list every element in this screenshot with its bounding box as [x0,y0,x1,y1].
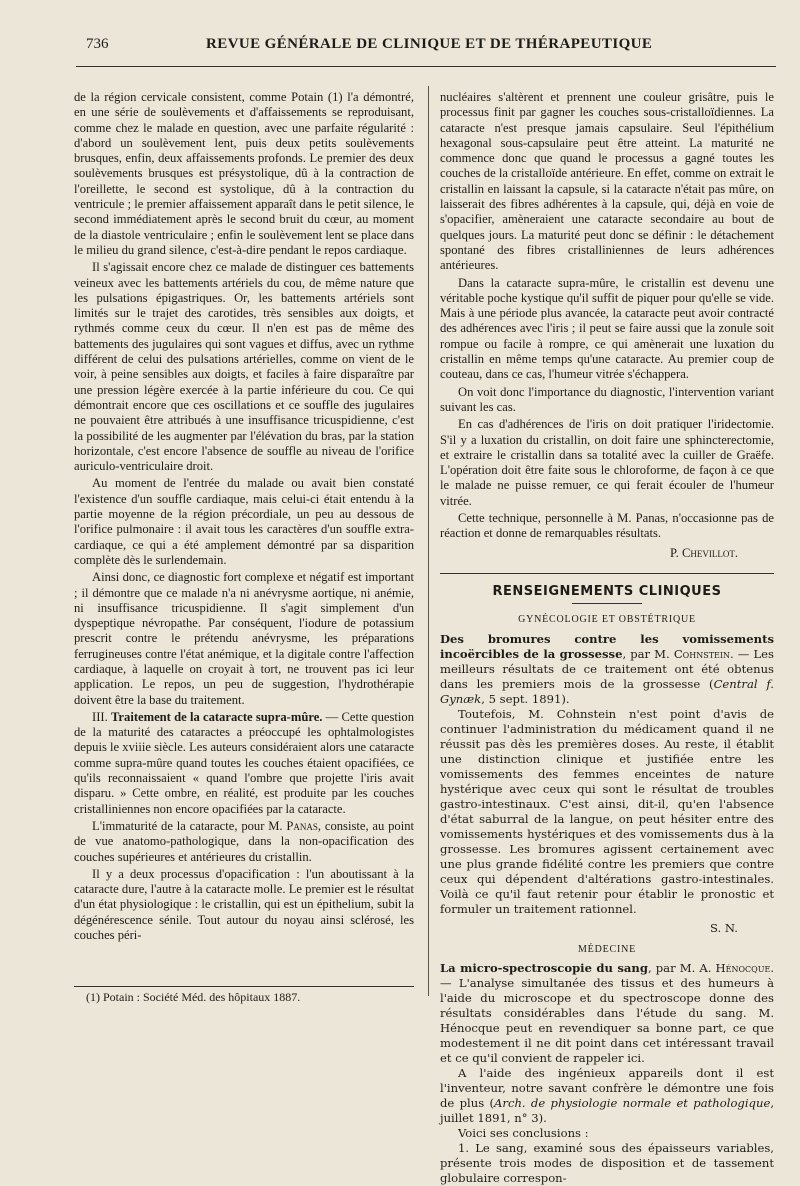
left-paragraph-1: de la région cervicale consistent, comme Potain (1) l'a démontré, en une série de soulèvements et d'affaissements se reproduisant, comme chez le malade en question, avec une parfaite régularité : d'abord un soulèvement lent, puis deux petits soulèvements brusques, enfin, deux affaissements profonds. Le premier des deux soulèvements brusques est présystolique, dû à la contraction de l'oreillette, le second est systolique, dû à la contraction du ventricule ; le premier affaissement apparaît dans le petit silence, le second immédiatement après le second bruit du cœur, au moment de la diastole ventriculaire ; enfin le soulèvement lent se place dans le milieu du grand silence, c'est-à-dire pendant le repos cardiaque. [74,90,414,257]
left-paragraph-7: Il y a deux processus d'opacification : l'un aboutissant à la cataracte dure, l'autre à la cataracte molle. Le premier est le résultat d'un état physiologique : le cristallin, qui est un épithelium, subit la dégénérescence sénile. Tout autour du noyau ainsi sclérosé, les couches péri- [74,866,414,943]
article-spectroscopie-p2: A l'aide des ingénieux appareils dont il est l'inventeur, notre savant confrère le démontre une fois de plus (Arch. de physiologie normale et pathologique, juillet 1891, n° 3). [440,1065,774,1125]
article-spectroscopie-lead: La micro-spectroscopie du sang, par M. A. Hénocque. — L'analyse simultanée des tissus et des humeurs à l'aide du microscope et du spectroscope donne des résultats considérables dans l'étude du sang. M. Hénocque peut en revendiquer sa bonne part, ce que modestement il ne dit point dans cet intéressant travail et ce qu'il convient de rappeler ici. [440,960,774,1065]
footnote: (1) Potain : Société Méd. des hôpitaux 1887. [86,990,301,1004]
section-title: RENSEIGNEMENTS CLINIQUES [492,583,722,599]
right-column [440,90,774,1186]
article-spectroscopie-p3: Voici ses conclusions : [458,1125,589,1140]
column-divider [428,86,429,996]
signature: P. Chevillot. [670,545,738,560]
left-paragraph-4: Ainsi donc, ce diagnostic fort complexe et négatif est important ; il démontre que ce malade n'a ni anévrysme aortique, ni anémie, ni insuffisance tricuspidienne. Il s'agit simplement d'un dyspeptique névropathe. Par conséquent, l'iodure de potassium prescrit contre le prétendu anévrysme, les préparations ferrugineuses contre l'état anémique, et la digitale contre l'affection cardiaque, à laquelle on croyait à tort, ne trouvent pas ici leur application. Le repos, un peu de suggestion, l'hydrothérapie doivent être la base du traitement. [74,570,414,707]
article-bromures-signature: S. N. [710,920,738,935]
page-header [86,36,776,60]
article-spectroscopie [440,961,774,1186]
article-bromures [440,632,774,936]
article-title-cataracte: Traitement de la cataracte supra-mûre. [110,709,323,724]
article-bromures-body: Toutefois, M. Cohnstein n'est point d'avis de continuer l'administration du médicament quand il ne réussit pas dès les premières doses. Au reste, il établit une distinction clinique et justifiée entre les vomissements des femmes enceintes de nature hystérique avec ceux qui sont le résultat de troubles gastro-intestinaux. C'est ainsi, dit-il, qu'en l'absence d'état saburral de la langue, on peut hésiter entre des vomissements hystériques et des vomissements dus à la grossesse. Les bromures agissent certainement avec une plus grande fidélité contre les premiers que contre ceux qui dépendent d'altérations gastro-intestinales. Voilà ce qu'il faut retenir pour établir le pronostic et formuler un traitement rationnel. [440,706,774,916]
left-paragraph-2: Il s'agissait encore chez ce malade de distinguer ces battements veineux avec les battements artériels du cou, de même nature que les pulsations épigastriques. Or, les battements artériels sont limités sur le trajet des carotides, très sensibles aux doigts, et rythmés comme ceux du cœur. Il n'en est pas de même des battements des jugulaires qui sont vagues et diffus, avec un rythme différent de celui des pulsations artérielles, comme on vient de le voir, à peine sensibles aux doigts, et faciles à faire disparaître par une pression légère exercée à la partie inférieure du cou. Ce qui démontrait encore que ces oscillations et ce souffle des jugulaires ne pouvaient être attribués à une insuffisance tricuspidienne, c'est la possibilité de les augmenter par l'élévation du bras, par la station horizontale, c'est encore l'absence de souffle au niveau de l'orifice auriculo-ventriculaire droit. [74,260,414,474]
subheading-medecine: MÉDECINE [577,943,637,955]
right-paragraph-1: nucléaires s'altèrent et prennent une couleur grisâtre, puis le processus finit par gagner les couches sous-cristalloïdiennes. La cataracte n'est presque jamais capsulaire. Seul l'épithélium hexagonal sous-capsulaire peut être atteint. La maturité ne commence donc que quand le processus a gagné toutes les couches de la cristalloïde antérieure. En effet, comme on extrait le cristallin en laissant la capsule, si la cataracte n'était pas mûre, on laisserait des fibres adhérentes à la capsule, qui, déjà en voie de s'opacifier, amèneraient une cataracte secondaire au bout de quelques jours. La maturité peut donc se définir : le détachement spontané des fibres cristalliniennes de leurs adhérences antérieures. [440,90,774,273]
author-name: Panas [286,818,318,833]
section-rule [440,573,774,574]
article-title-spectroscopie: La micro-spectroscopie du sang [440,960,648,975]
left-paragraph-6: L'immaturité de la cataracte, pour M. Panas, consiste, au point de vue anatomo-pathologique, dans la non-opacification des couches supérieures et antérieures du cristallin. [74,818,414,864]
left-column [74,90,414,943]
right-paragraph-5: Cette technique, personnelle à M. Panas, n'occasionne pas de réaction et donne de remarquables résultats. [440,511,774,541]
right-paragraph-2: Dans la cataracte supra-mûre, le cristallin est devenu une véritable poche kystique qu'il suffit de piquer pour qu'elle se vide. Mais à une période plus avancée, la cataracte peut avoir contracté des adhérences avec l'iris ; il peut se faire aussi que la zonule soit rompue ou facile à rompre, ce qui amènerait une luxation du cristallin en même temps qu'une cataracte. Au premier coup de couteau, dans ce cas, l'humeur vitrée s'échappera. [440,275,774,382]
subheading-gynecologie: GYNÉCOLOGIE ET OBSTÉTRIQUE [518,614,696,626]
article-title-bromures: Des bromures contre les vomissements incoërcibles de la grossesse [440,631,774,661]
left-paragraph-5 [74,710,414,817]
section-number: III. [92,709,108,724]
right-paragraph-3: On voit donc l'importance du diagnostic, l'intervention variant suivant les cas. [440,384,774,414]
footnote-rule [74,986,414,987]
left-paragraph-3: Au moment de l'entrée du malade ou avait bien constaté l'existence d'un souffle cardiaque, mais celui-ci était entendu à la partie moyenne de la région précordiale, un peu au dessous de l'orifice pulmonaire : il avait tous les caractères d'un souffle extra-cardiaque, ce qui a été amplement démontré par sa disparition complète dès le surlendemain. [74,476,414,567]
section-title-underline [572,603,642,604]
article-spectroscopie-p4: 1. Le sang, examiné sous des épaisseurs variables, présente trois modes de disposition et de tassement globulaire correspon- [440,1140,774,1185]
page-number: 736 [86,36,109,52]
article-bromures-lead: Des bromures contre les vomissements incoërcibles de la grossesse, par M. Cohnstein. — Les meilleurs résultats de ce traitement ont été obtenus dans les premiers mois de la grossesse (Central f. Gynæk, 5 sept. 1891). [440,631,774,706]
article-body-cataracte: — Cette question de la maturité des cataractes a préoccupé les ophtalmologistes depuis le xviiie siècle. Les auteurs considéraient alors une cataracte comme supra-mûre quand toutes les couches étaient opacifiées, ce qu'ils reconnaissaient « quand l'ombre que projette l'iris avait disparu. » Cette ombre, en réalité, est produite par les couches cristalliniennes non encore opacifiées par la cataracte. [74,709,414,816]
header-rule [76,66,776,67]
running-title: REVUE GÉNÉRALE DE CLINIQUE ET DE THÉRAPEUTIQUE [206,36,653,52]
right-paragraph-4: En cas d'adhérences de l'iris on doit pratiquer l'iridectomie. S'il y a luxation du cristallin, on doit faire une sphincterectomie, et extraire le cristallin dans sa totalité avec la cuiller de Graëfe. L'opération doit être faite sous le chloroforme, de façon à ce que le malade ne puisse remuer, ce qui ferait écouler de l'humeur vitrée. [440,417,774,508]
